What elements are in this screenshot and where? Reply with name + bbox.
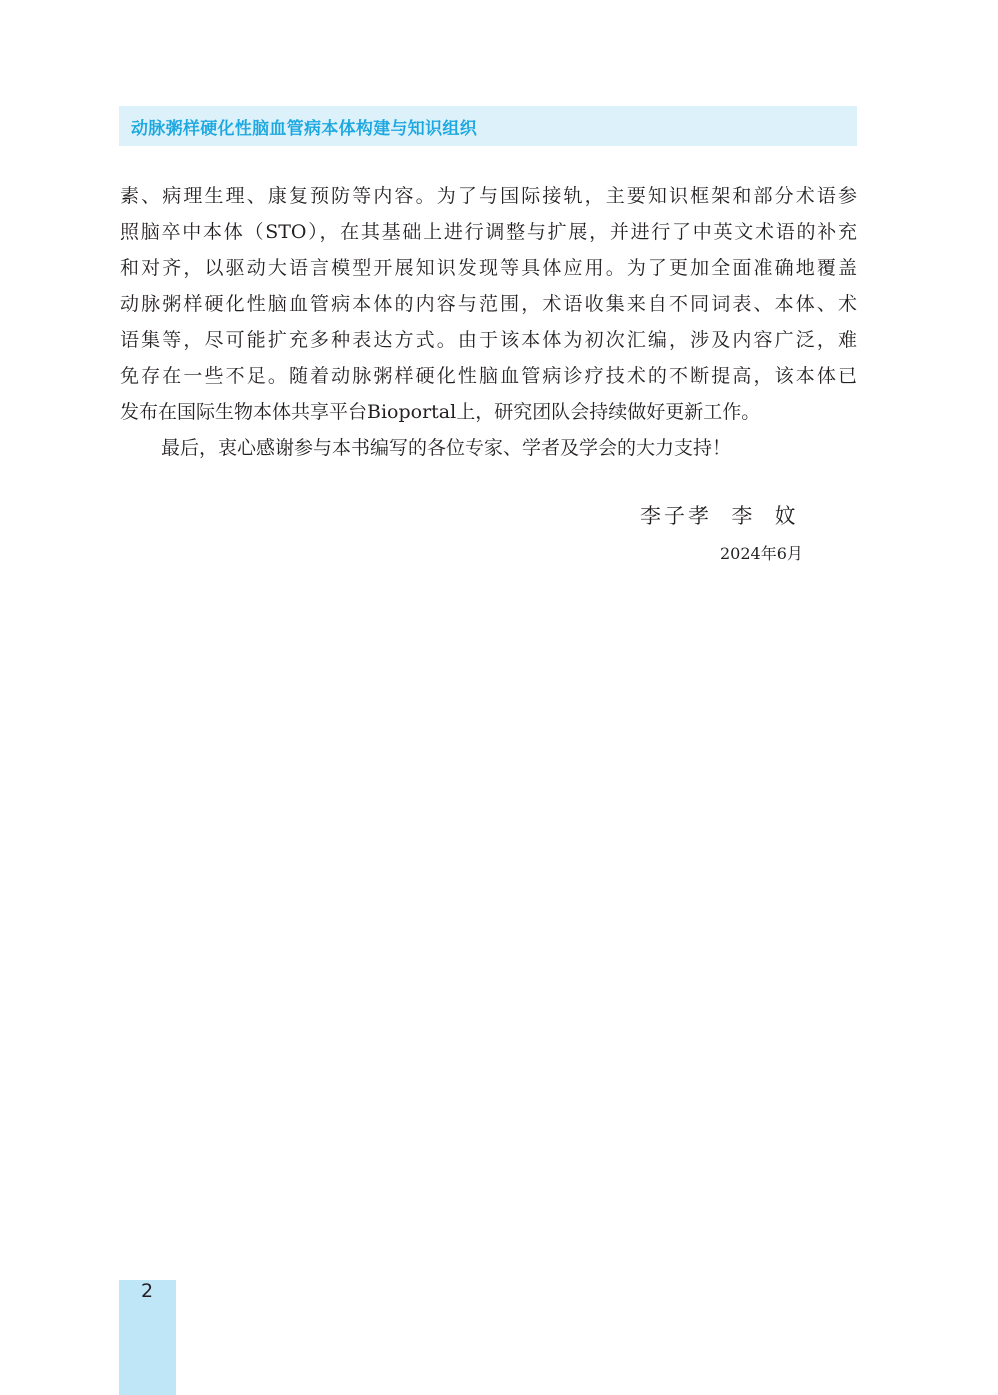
author-signature: 李子孝 李 妏 — [640, 504, 799, 528]
running-header-title: 动脉粥样硬化性脑血管病本体构建与知识组织 — [131, 118, 477, 139]
body-line-3: 和对齐，以驱动大语言模型开展知识发现等具体应用。为了更加全面准确地覆盖 — [120, 257, 857, 279]
body-line-5: 语集等，尽可能扩充多种表达方式。由于该本体为初次汇编，涉及内容广泛，难 — [120, 329, 857, 351]
page-number: 2 — [141, 1280, 154, 1302]
body-line-2: 照脑卒中本体（STO），在其基础上进行调整与扩展，并进行了中英文术语的补充 — [120, 221, 857, 243]
closing-paragraph: 最后，衷心感谢参与本书编写的各位专家、学者及学会的大力支持！ — [161, 437, 732, 459]
body-line-1: 素、病理生理、康复预防等内容。为了与国际接轨，主要知识框架和部分术语参 — [120, 185, 857, 207]
body-line-4: 动脉粥样硬化性脑血管病本体的内容与范围，术语收集来自不同词表、本体、术 — [120, 293, 857, 315]
body-line-7: 发布在国际生物本体共享平台Bioportal上，研究团队会持续做好更新工作。 — [120, 401, 761, 423]
body-line-6: 免存在一些不足。随着动脉粥样硬化性脑血管病诊疗技术的不断提高，该本体已 — [120, 365, 857, 387]
signature-date: 2024年6月 — [720, 544, 803, 563]
running-header — [119, 106, 857, 146]
body-text — [120, 178, 857, 466]
